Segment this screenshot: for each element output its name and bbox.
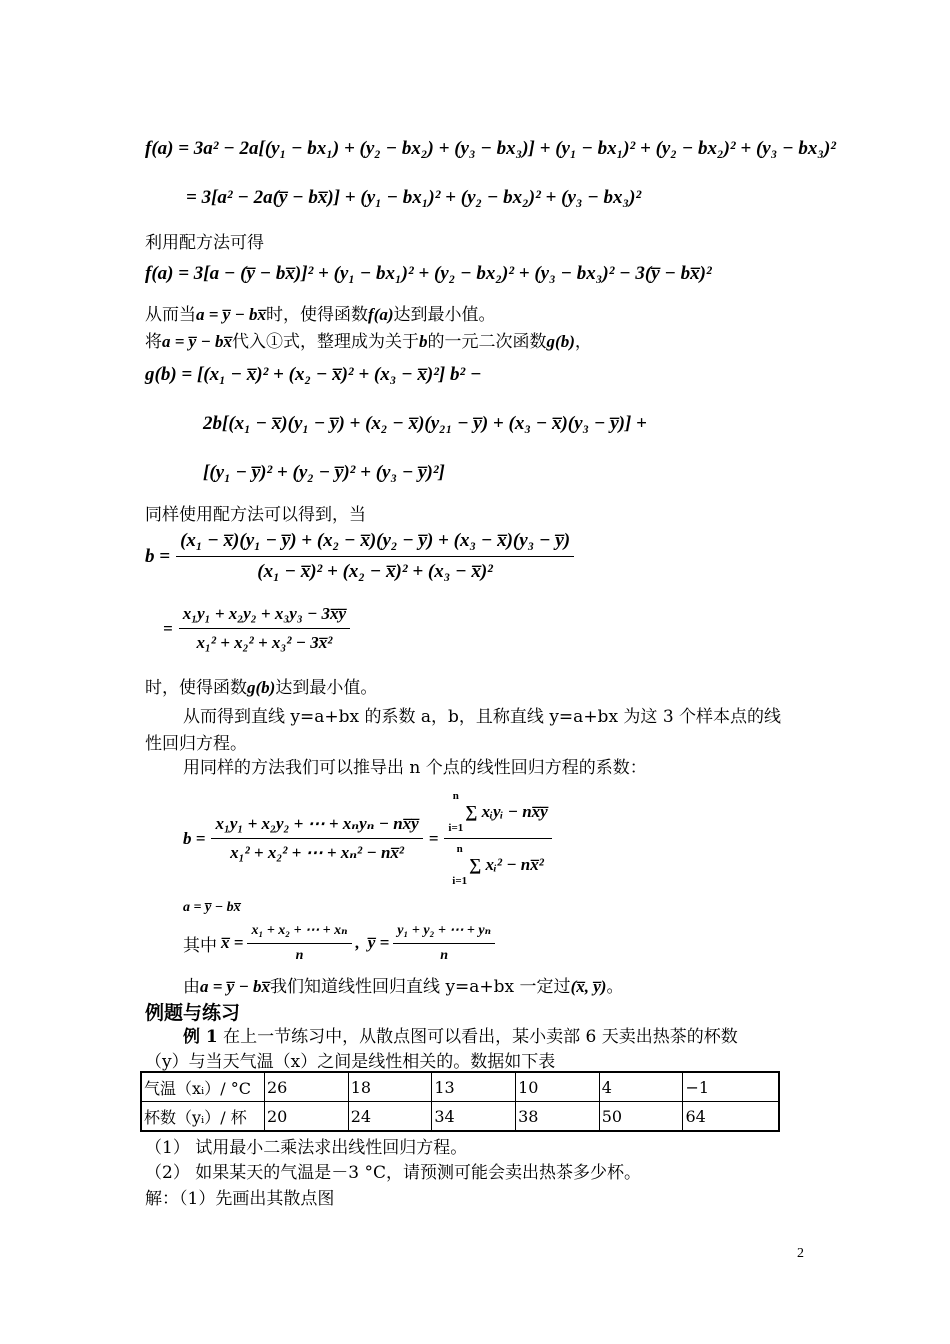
text-passes-through: 由a = y̅ − bx̅我们知道线性回归直线 y=a+bx 一定过(x̅, y̅)。 [183, 977, 624, 997]
table-cell: 26 [265, 1072, 349, 1102]
equation-b-3points: b = $\frac{\text{(x₁ − x̅)(y₁ − y̅) + (x₂ − x̅)(y₂ − y̅) + (x₃ − x̅)(y₃ − y̅)}}{\text{(x₁ − x̅)² + (x₂ − x̅)² + (x₃ − x̅)²}}$ [145, 530, 574, 583]
table-cell: 24 [348, 1102, 432, 1132]
table-cell: 18 [348, 1072, 432, 1102]
fraction-bn-expanded: $\frac{\text{x₁y₁ + x₂y₂ + ⋯ + xₙyₙ − nx̅y̅}}{\text{x₁² + x₂² + ⋯ + xₙ² − nx̅²}}$ [211, 814, 422, 863]
table-cell: 20 [265, 1102, 349, 1132]
table-cell: 34 [432, 1102, 516, 1132]
text-min-a: 从而当a = y̅ − bx̅时，使得函数f(a)达到最小值。 [145, 305, 496, 325]
table-cell: 10 [516, 1072, 600, 1102]
section-title: 例题与练习 [145, 1002, 241, 1024]
solution-start: 解：（1）先画出其散点图 [145, 1189, 335, 1209]
example-line2: （y）与当天气温（x）之间是线性相关的。数据如下表 [145, 1052, 556, 1072]
data-table [140, 1071, 780, 1132]
table-cell: −1 [683, 1072, 779, 1102]
text-same-method: 同样使用配方法可以得到，当 [145, 505, 366, 525]
table-row-header: 杯数（yᵢ）/ 杯 [141, 1102, 265, 1132]
table-cell: 4 [599, 1072, 683, 1102]
fraction-mean-x: $\frac{\text{x₁ + x₂ + ⋯ + xₙ}}{n}$ [247, 922, 351, 964]
fraction-b-simplified: $\frac{\text{x₁y₁ + x₂y₂ + x₃y₃ − 3x̅y̅}}{\text{x₁² + x₂² + x₃² − 3x̅²}}$ [179, 604, 350, 653]
table-cell: 64 [683, 1102, 779, 1132]
equation-g-b-line3: [(y₁ − y̅)² + (y₂ − y̅)² + (y₃ − y̅)²] [203, 462, 445, 483]
page-number: 2 [797, 1246, 804, 1261]
fraction-b: $\frac{\text{(x₁ − x̅)(y₁ − y̅) + (x₂ − x̅)(y₂ − y̅) + (x₃ − x̅)(y₃ − y̅)}}{\text{(x₁ − x̅)² + (x₂ − x̅)² + (x₃ − x̅)²}}$ [176, 530, 574, 583]
equation-b-3points-simplified: = $\frac{\text{x₁y₁ + x₂y₂ + x₃y₃ − 3x̅y̅}}{\text{x₁² + x₂² + x₃² − 3x̅²}}$ [163, 604, 350, 653]
fraction-mean-y: $\frac{\text{y₁ + y₂ + ⋯ + yₙ}}{n}$ [393, 922, 495, 964]
paragraph-regression-line-cont: 性回归方程。 [145, 734, 247, 754]
equation-f-a-completed: f(a) = 3[a − (y̅ − bx̅)]² + (y₁ − bx₁)² + (y₂ − bx₂)² + (y₃ − bx₃)² − 3(y̅ − bx̅)² [145, 263, 712, 284]
paragraph-regression-line: 从而得到直线 y=a+bx 的系数 a，b，且称直线 y=a+bx 为这 3 个样本点的线 [183, 707, 782, 727]
question-1: （1） 试用最小二乘法求出线性回归方程。 [145, 1138, 468, 1158]
text-substitute: 将a = y̅ − bx̅代入①式，整理成为关于b的一元二次函数g(b)， [145, 332, 592, 352]
text-min-b: 时，使得函数g(b)达到最小值。 [145, 678, 378, 698]
equation-a: a = y̅ − bx̅ [183, 900, 241, 915]
equation-g-b-line2: 2b[(x₁ − x̅)(y₁ − y̅) + (x₂ − x̅)(y₂₁ − y̅) + (x₃ − x̅)(y₃ − y̅)] + [203, 413, 647, 434]
table-row-temperature [141, 1072, 779, 1102]
equation-f-a-expanded: f(a) = 3a² − 2a[(y₁ − bx₁) + (y₂ − bx₂) + (y₃ − bx₃)] + (y₁ − bx₁)² + (y₂ − bx₂)² + (y₃ − bx₃)² [145, 138, 836, 159]
table-cell: 50 [599, 1102, 683, 1132]
equation-b-n-points: b = $\frac{\text{x₁y₁ + x₂y₂ + ⋯ + xₙyₙ − nx̅y̅}}{\text{x₁² + x₂² + ⋯ + xₙ² − nx̅²}}$ = n i=1 ∑ xᵢyᵢ − nx̅y̅ n i=1 ∑ xᵢ² − nx̅² [183, 790, 552, 887]
table-cell: 38 [516, 1102, 600, 1132]
table-cell: 13 [432, 1072, 516, 1102]
sigma-lower: n i=1 [452, 843, 468, 887]
sigma-upper: n i=1 [448, 790, 464, 834]
equation-f-a-simplified: = 3[a² − 2a(y̅ − bx̅)] + (y₁ − bx₁)² + (y₂ − bx₂)² + (y₃ − bx₃)² [186, 187, 642, 208]
fraction-bn-sum: n i=1 ∑ xᵢyᵢ − nx̅y̅ n i=1 ∑ xᵢ² − nx̅² [444, 790, 551, 887]
example-line1: 例 1 在上一节练习中，从散点图可以看出，某小卖部 6 天卖出热茶的杯数 [183, 1027, 738, 1047]
table-row-cups [141, 1102, 779, 1132]
text-peifang: 利用配方法可得 [145, 233, 264, 253]
table-row-header: 气温（xᵢ）/ °C [141, 1072, 265, 1102]
paragraph-n-points: 用同样的方法我们可以推导出 n 个点的线性回归方程的系数： [183, 758, 647, 778]
equation-means: 其中 x̅ = $\frac{\text{x₁ + x₂ + ⋯ + xₙ}}{n}$ , y̅ = $\frac{\text{y₁ + y₂ + ⋯ + yₙ}}{n}$ [183, 922, 495, 964]
equation-g-b-line1: g(b) = [(x₁ − x̅)² + (x₂ − x̅)² + (x₃ − x̅)²] b² − [145, 364, 482, 385]
question-2: （2） 如果某天的气温是－3 °C，请预测可能会卖出热茶多少杯。 [145, 1163, 641, 1183]
